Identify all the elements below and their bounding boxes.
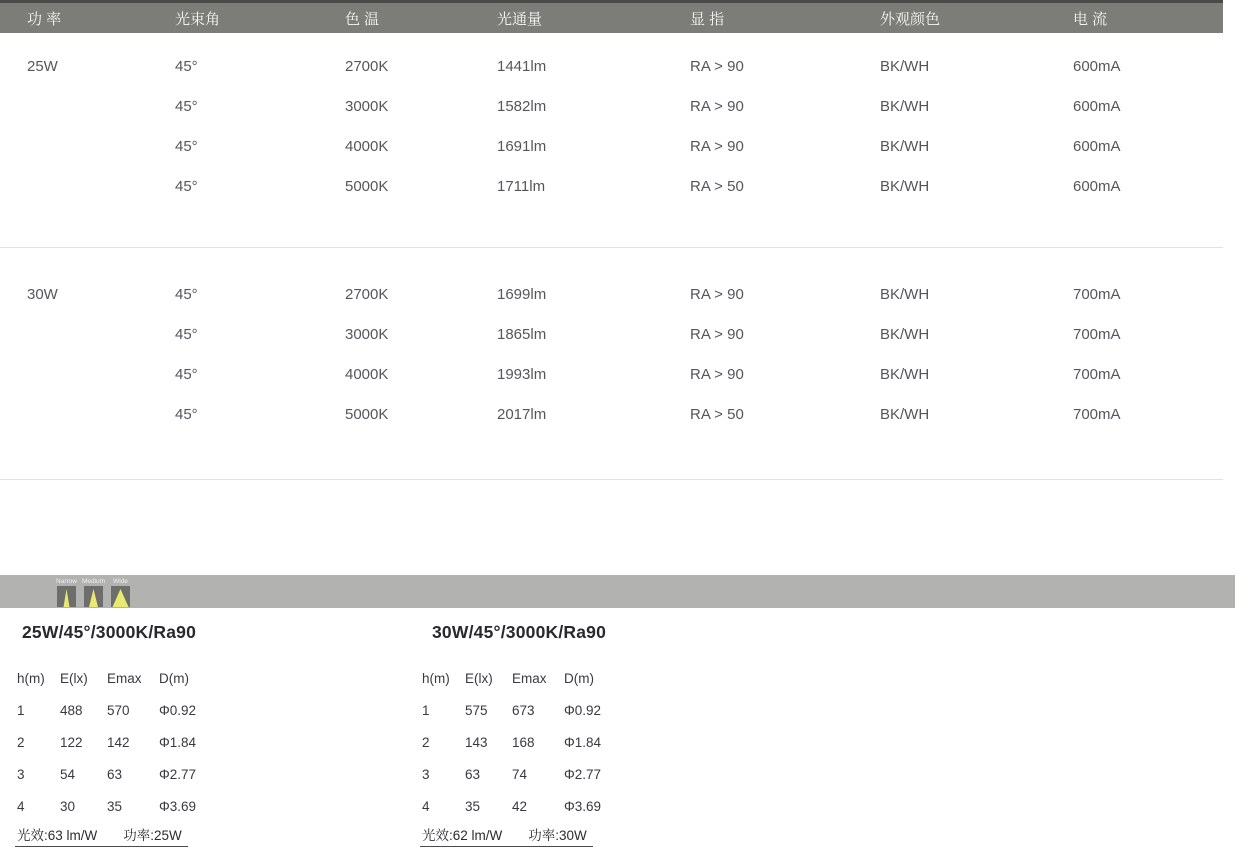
efficacy-text: 光效:62 lm/W — [422, 828, 503, 843]
beam-medium-label: Medium — [81, 578, 106, 585]
beam-angle-cell: 45° — [175, 406, 198, 423]
current-cell: 600mA — [1073, 178, 1121, 195]
spec-group-30w — [0, 275, 1223, 435]
cri-cell: RA > 50 — [690, 406, 744, 423]
spec-group-25w — [0, 47, 1223, 207]
photometric-title-30w: 30W/45°/3000K/Ra90 — [432, 622, 607, 642]
cri-cell: RA > 90 — [690, 286, 744, 303]
beam-wide-label: Wide — [113, 578, 128, 585]
d-value: Φ3.69 — [159, 799, 197, 814]
h-value: 4 — [17, 799, 25, 814]
header-beam-angle: 光束角 — [175, 10, 221, 28]
e-value: 575 — [465, 703, 488, 718]
cri-cell: RA > 50 — [690, 178, 744, 195]
spec-row — [0, 127, 1223, 167]
spec-row — [0, 167, 1223, 207]
col-emax: Emax — [107, 671, 142, 686]
emax-value: 142 — [107, 735, 130, 750]
cct-cell: 2700K — [345, 58, 389, 75]
d-value: Φ0.92 — [564, 703, 602, 718]
cri-cell: RA > 90 — [690, 98, 744, 115]
photometric-row — [420, 791, 660, 823]
beam-type-band — [0, 575, 1235, 608]
col-e: E(lx) — [465, 671, 493, 686]
h-value: 2 — [422, 735, 430, 750]
col-h: h(m) — [17, 671, 45, 686]
photometric-header-row — [420, 663, 660, 695]
photometric-row — [15, 759, 255, 791]
e-value: 488 — [60, 703, 83, 718]
e-value: 54 — [60, 767, 76, 782]
power-text: 功率:25W — [123, 828, 182, 843]
emax-value: 42 — [512, 799, 528, 814]
spec-row — [0, 87, 1223, 127]
h-value: 3 — [17, 767, 25, 782]
beam-angle-cell: 45° — [175, 98, 198, 115]
spec-row — [0, 315, 1223, 355]
flux-cell: 1441lm — [497, 58, 547, 75]
finish-cell: BK/WH — [880, 178, 930, 195]
power-cell — [27, 395, 175, 435]
photometric-row — [420, 759, 660, 791]
d-value: Φ1.84 — [564, 735, 602, 750]
col-d: D(m) — [564, 671, 594, 686]
beam-angle-cell: 45° — [175, 326, 198, 343]
current-cell: 600mA — [1073, 98, 1121, 115]
flux-cell: 1699lm — [497, 286, 547, 303]
spec-table-header — [0, 0, 1223, 33]
col-d: D(m) — [159, 671, 189, 686]
cct-cell: 2700K — [345, 286, 389, 303]
cri-cell: RA > 90 — [690, 138, 744, 155]
cri-cell: RA > 90 — [690, 58, 744, 75]
photometric-row — [15, 727, 255, 759]
power-cell — [27, 87, 175, 127]
header-flux: 光通量 — [497, 10, 543, 28]
cri-cell: RA > 90 — [690, 366, 744, 383]
photometric-row — [420, 695, 660, 727]
spec-row — [0, 47, 1223, 87]
d-value: Φ2.77 — [159, 767, 197, 782]
group-divider — [0, 247, 1223, 248]
current-cell: 600mA — [1073, 138, 1121, 155]
h-value: 1 — [17, 703, 25, 718]
e-value: 30 — [60, 799, 76, 814]
cct-cell: 5000K — [345, 178, 389, 195]
current-cell: 700mA — [1073, 326, 1121, 343]
emax-value: 168 — [512, 735, 535, 750]
flux-cell: 1691lm — [497, 138, 547, 155]
current-cell: 700mA — [1073, 406, 1121, 423]
emax-value: 35 — [107, 799, 123, 814]
beam-icons — [57, 577, 130, 607]
cct-cell: 4000K — [345, 138, 389, 155]
power-cell — [27, 167, 175, 207]
finish-cell: BK/WH — [880, 366, 930, 383]
cct-cell: 3000K — [345, 326, 389, 343]
col-h: h(m) — [422, 671, 450, 686]
photometric-row — [420, 727, 660, 759]
power-cell — [27, 315, 175, 355]
power-cell — [27, 127, 175, 167]
header-cri: 显 指 — [690, 10, 725, 28]
finish-cell: BK/WH — [880, 138, 930, 155]
header-finish: 外观颜色 — [880, 10, 941, 28]
h-value: 2 — [17, 735, 25, 750]
col-e: E(lx) — [60, 671, 88, 686]
e-value: 143 — [465, 735, 488, 750]
narrow-beam-icon — [57, 586, 76, 607]
photometric-table-30w — [420, 663, 660, 847]
group-divider — [0, 479, 1223, 480]
d-value: Φ3.69 — [564, 799, 602, 814]
emax-value: 570 — [107, 703, 130, 718]
spec-row — [0, 275, 1223, 315]
photometric-row — [15, 695, 255, 727]
cct-cell: 3000K — [345, 98, 389, 115]
header-cct: 色 温 — [345, 10, 380, 28]
beam-angle-cell: 45° — [175, 366, 198, 383]
photometric-table-25w — [15, 663, 255, 847]
emax-value: 673 — [512, 703, 535, 718]
header-current: 电 流 — [1073, 10, 1108, 28]
photometric-row — [15, 791, 255, 823]
finish-cell: BK/WH — [880, 286, 930, 303]
flux-cell: 1865lm — [497, 326, 547, 343]
d-value: Φ2.77 — [564, 767, 602, 782]
emax-value: 74 — [512, 767, 528, 782]
col-emax: Emax — [512, 671, 547, 686]
current-cell: 600mA — [1073, 58, 1121, 75]
d-value: Φ0.92 — [159, 703, 197, 718]
beam-angle-cell: 45° — [175, 286, 198, 303]
finish-cell: BK/WH — [880, 98, 930, 115]
finish-cell: BK/WH — [880, 406, 930, 423]
finish-cell: BK/WH — [880, 58, 930, 75]
flux-cell: 1711lm — [497, 178, 546, 195]
beam-narrow — [57, 577, 76, 607]
e-value: 122 — [60, 735, 83, 750]
photometric-title-25w: 25W/45°/3000K/Ra90 — [22, 622, 197, 642]
cct-cell: 5000K — [345, 406, 389, 423]
emax-value: 63 — [107, 767, 123, 782]
power-cell: 25W — [27, 58, 58, 75]
beam-narrow-label: Narrow — [56, 578, 77, 585]
d-value: Φ1.84 — [159, 735, 197, 750]
flux-cell: 2017lm — [497, 406, 547, 423]
header-power: 功 率 — [27, 10, 62, 28]
finish-cell: BK/WH — [880, 326, 930, 343]
spec-row — [0, 355, 1223, 395]
beam-angle-cell: 45° — [175, 58, 198, 75]
medium-beam-icon — [84, 586, 103, 607]
e-value: 63 — [465, 767, 481, 782]
e-value: 35 — [465, 799, 481, 814]
cri-cell: RA > 90 — [690, 326, 744, 343]
current-cell: 700mA — [1073, 286, 1121, 303]
flux-cell: 1582lm — [497, 98, 547, 115]
h-value: 1 — [422, 703, 430, 718]
spec-row — [0, 395, 1223, 435]
beam-medium — [81, 577, 106, 607]
power-text: 功率:30W — [528, 828, 587, 843]
beam-wide — [111, 577, 130, 607]
power-cell: 30W — [27, 286, 58, 303]
wide-beam-icon — [111, 586, 130, 607]
photometric-footer — [15, 825, 188, 847]
beam-angle-cell: 45° — [175, 138, 198, 155]
current-cell: 700mA — [1073, 366, 1121, 383]
beam-angle-cell: 45° — [175, 178, 198, 195]
efficacy-text: 光效:63 lm/W — [17, 828, 98, 843]
cct-cell: 4000K — [345, 366, 389, 383]
flux-cell: 1993lm — [497, 366, 547, 383]
h-value: 3 — [422, 767, 430, 782]
power-cell — [27, 355, 175, 395]
photometric-header-row — [15, 663, 255, 695]
photometric-footer — [420, 825, 593, 847]
h-value: 4 — [422, 799, 430, 814]
